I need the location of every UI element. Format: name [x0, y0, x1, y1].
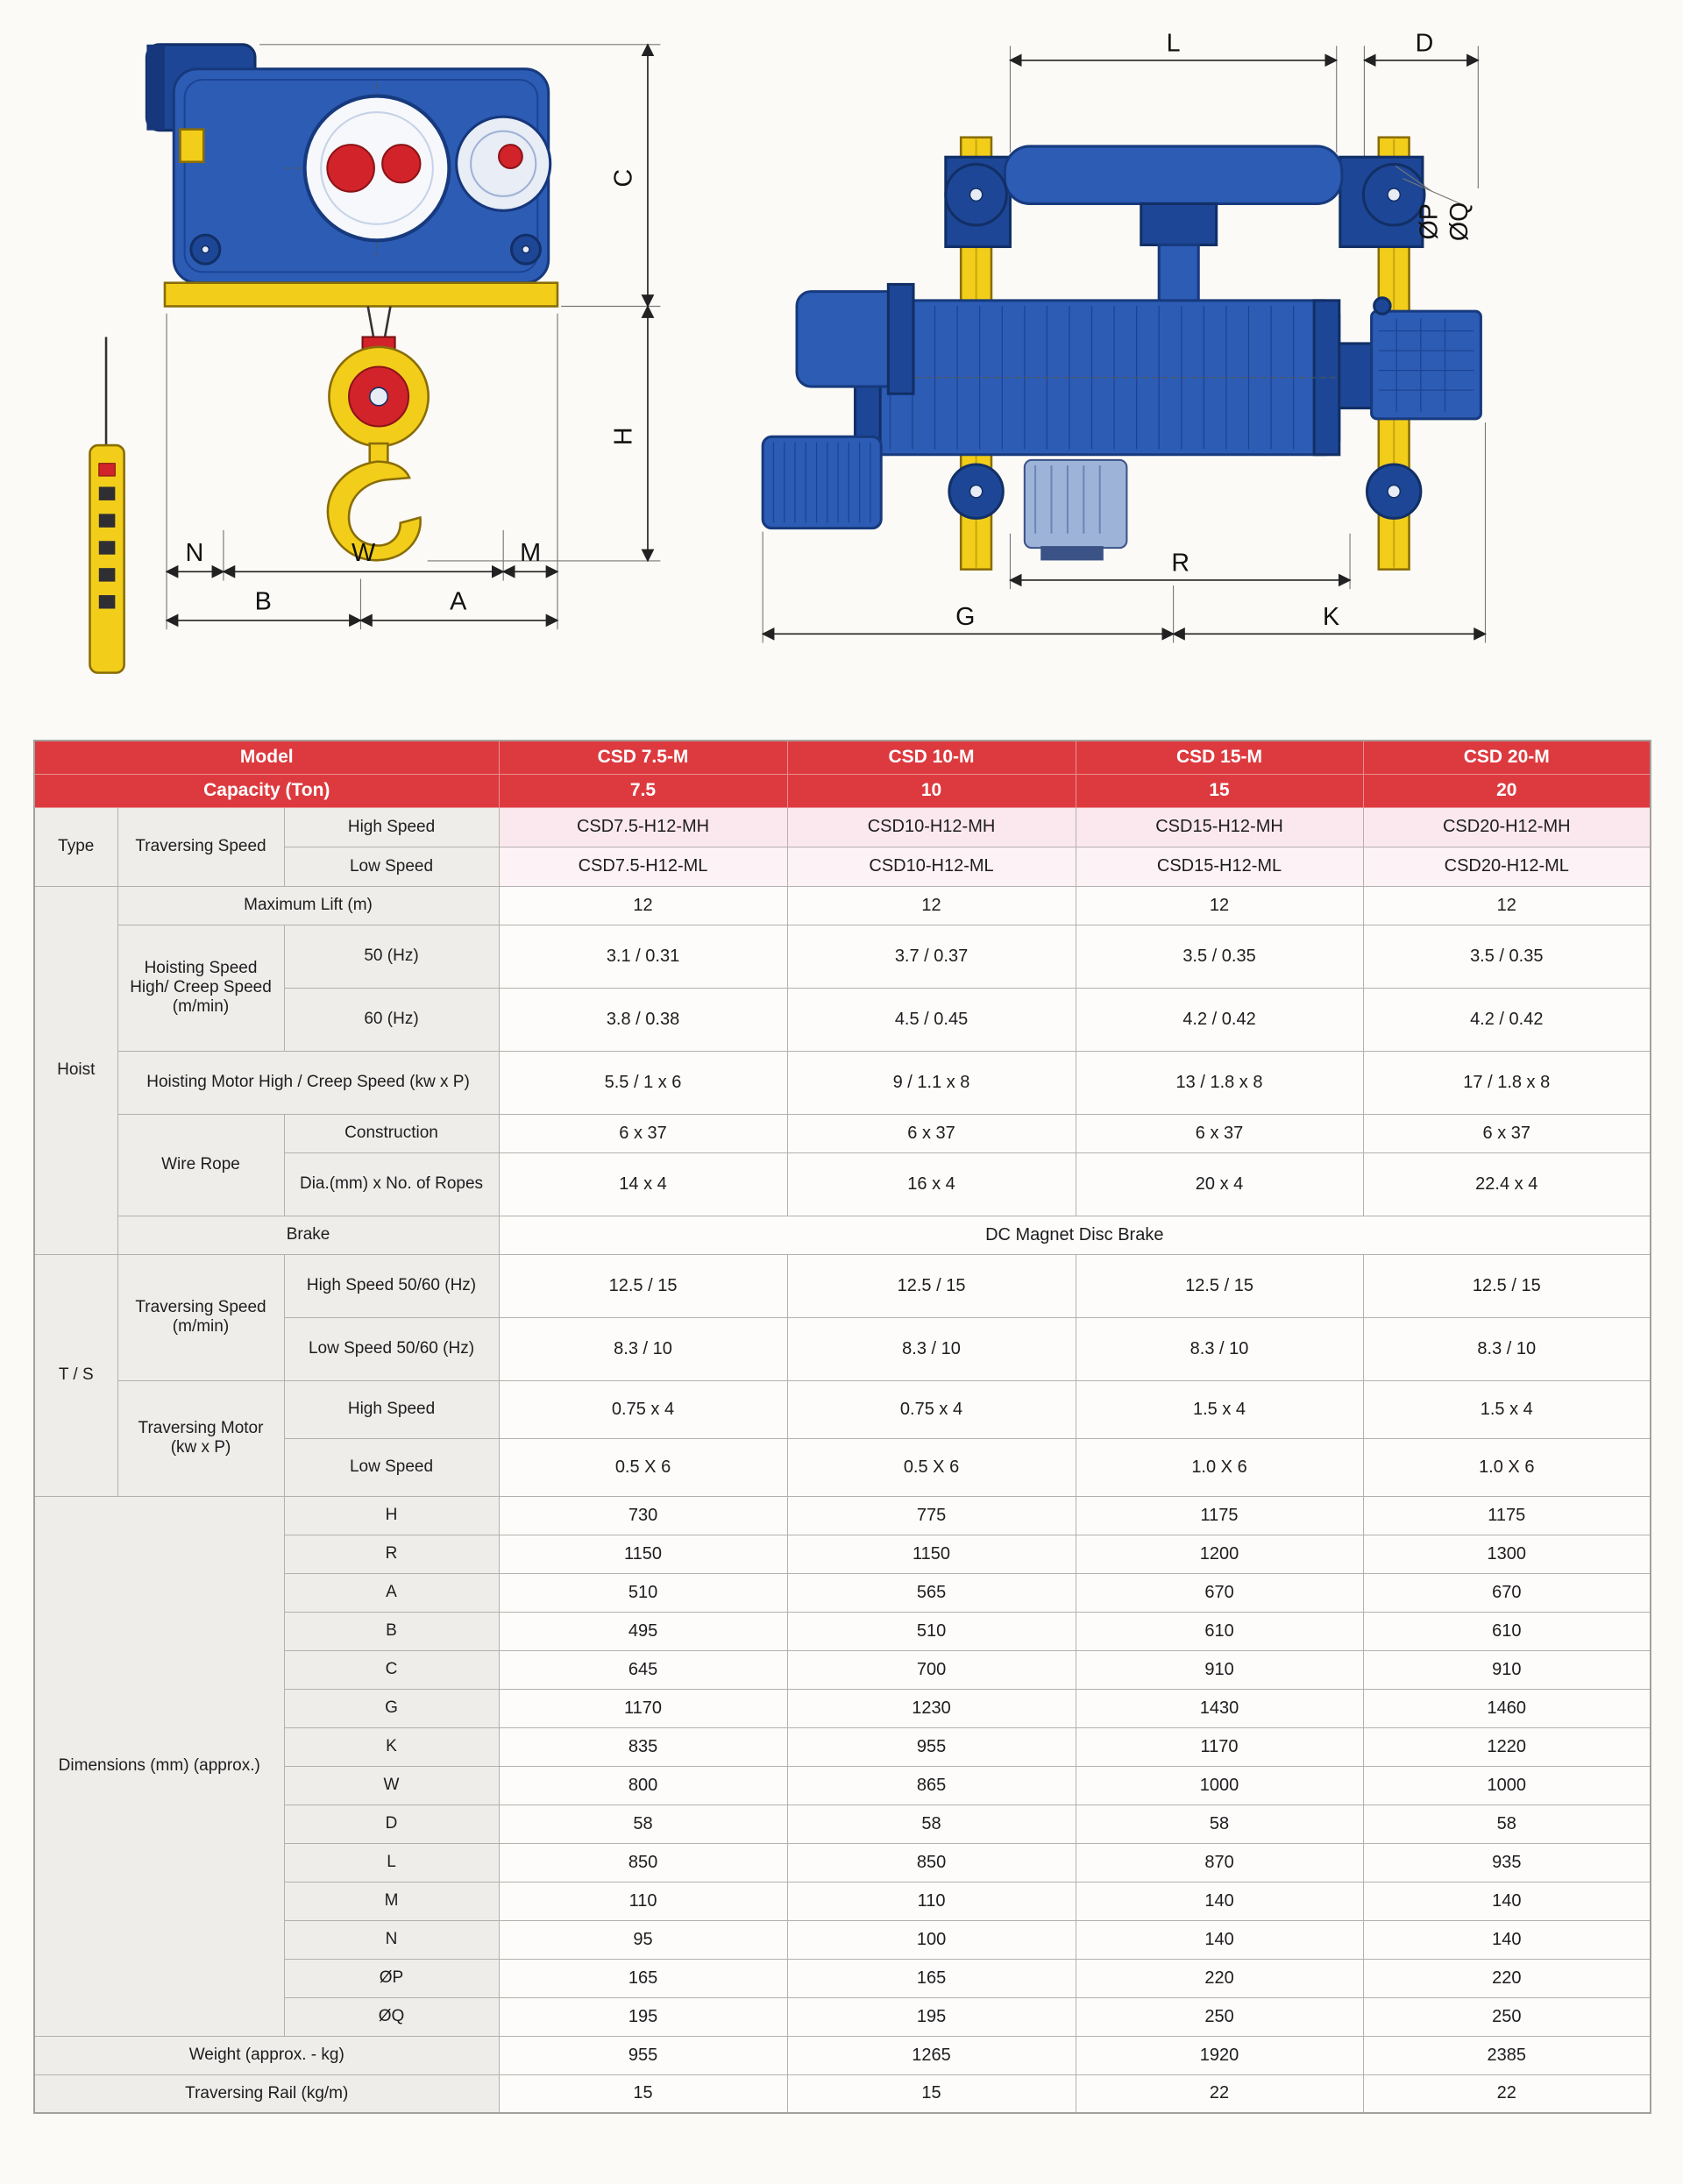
model-name: CSD 7.5-M [499, 741, 787, 774]
model-row [34, 741, 1651, 774]
spec-value: 220 [1076, 1959, 1363, 1997]
spec-value: 670 [1363, 1573, 1651, 1612]
spec-value: 110 [499, 1882, 787, 1920]
spec-value: 1175 [1076, 1496, 1363, 1535]
spec-value: 1300 [1363, 1535, 1651, 1573]
spec-value: 8.3 / 10 [1076, 1317, 1363, 1380]
model-header: Model [34, 741, 499, 774]
spec-value: CSD10-H12-MH [787, 807, 1076, 847]
cross-beam [1005, 146, 1342, 203]
spec-value: 510 [499, 1573, 787, 1612]
model-name: CSD 10-M [787, 741, 1076, 774]
dim-label-a: A [450, 587, 467, 616]
spec-value: 870 [1076, 1843, 1363, 1882]
hoisting-motor-label: Hoisting Motor High / Creep Speed (kw x P) [117, 1051, 499, 1114]
spec-value: 140 [1076, 1882, 1363, 1920]
spec-value: 0.75 x 4 [499, 1380, 787, 1438]
pendant-control [90, 337, 124, 673]
dim-label-r: R [1171, 549, 1190, 578]
construction-label: Construction [284, 1114, 499, 1152]
type-high-speed-row [34, 807, 1651, 847]
spec-value: CSD20-H12-MH [1363, 807, 1651, 847]
spec-value: 510 [787, 1612, 1076, 1650]
monorail-beam [165, 283, 557, 307]
spec-value: 1230 [787, 1689, 1076, 1727]
spec-value: 6 x 37 [499, 1114, 787, 1152]
spec-value: CSD7.5-H12-MH [499, 807, 787, 847]
dim-label-c: C [609, 168, 638, 188]
spec-value: CSD15-H12-MH [1076, 807, 1363, 847]
spec-value: 3.7 / 0.37 [787, 925, 1076, 988]
dimension-label: K [284, 1727, 499, 1766]
spec-value: 22 [1363, 2074, 1651, 2113]
dimension-label: B [284, 1612, 499, 1650]
hoisting-speed-50hz-row [34, 925, 1651, 988]
dimension-label: A [284, 1573, 499, 1612]
technical-drawings [33, 14, 1650, 717]
spec-value: 910 [1076, 1650, 1363, 1689]
ts-group-label: T / S [34, 1254, 117, 1496]
hoist-drum-assembly [763, 284, 1481, 560]
max-lift-row [34, 886, 1651, 925]
brake-row [34, 1216, 1651, 1254]
dim-label-m: M [520, 538, 542, 567]
spec-value: 165 [499, 1959, 787, 1997]
dim-label-w: W [351, 538, 376, 567]
ts-speed-high-row [34, 1254, 1651, 1317]
spec-value: 2385 [1363, 2036, 1651, 2074]
spec-value: 12 [499, 886, 787, 925]
wire-rope-label: Wire Rope [117, 1114, 284, 1216]
spec-value: 730 [499, 1496, 787, 1535]
dim-label-l: L [1166, 32, 1181, 58]
ts-motor-high-label: High Speed [284, 1380, 499, 1438]
weight-row [34, 2036, 1651, 2074]
spec-value: 1150 [787, 1535, 1076, 1573]
dimension-label: ØQ [284, 1997, 499, 2036]
suspension-neck [1159, 245, 1198, 301]
traversing-motor [1025, 460, 1127, 548]
spec-value: 250 [1363, 1997, 1651, 2036]
ts-motor-label: Traversing Motor (kw x P) [117, 1380, 284, 1496]
spec-value: 8.3 / 10 [787, 1317, 1076, 1380]
spec-value: 58 [1076, 1805, 1363, 1843]
hz50-label: 50 (Hz) [284, 925, 499, 988]
spec-value: 865 [787, 1766, 1076, 1805]
spec-value: 850 [499, 1843, 787, 1882]
rail-row [34, 2074, 1651, 2113]
hoist-front-view-drawing [79, 19, 675, 714]
spec-value: 935 [1363, 1843, 1651, 1882]
spec-value: 95 [499, 1920, 787, 1959]
spec-value: 12 [1363, 886, 1651, 925]
dimension-label: L [284, 1843, 499, 1882]
dimension-label: D [284, 1805, 499, 1843]
name-plate [180, 130, 203, 162]
hoist-body [146, 45, 557, 307]
spec-value: 1.0 X 6 [1076, 1438, 1363, 1496]
spec-value: 22.4 x 4 [1363, 1152, 1651, 1216]
spec-value: 12.5 / 15 [787, 1254, 1076, 1317]
spec-value: 1265 [787, 2036, 1076, 2074]
spec-value: 4.5 / 0.45 [787, 988, 1076, 1051]
dim-label-op: ØP [1415, 203, 1444, 240]
spec-value: 850 [787, 1843, 1076, 1882]
spec-value: 20 x 4 [1076, 1152, 1363, 1216]
spec-value: 1175 [1363, 1496, 1651, 1535]
dim-label-h: H [609, 427, 638, 446]
hook-shank [370, 443, 388, 464]
spec-value: 58 [787, 1805, 1076, 1843]
drive-shaft [1339, 344, 1374, 408]
spec-value: 12.5 / 15 [499, 1254, 787, 1317]
spec-value: 15 [787, 2074, 1076, 2113]
spec-value: 8.3 / 10 [1363, 1317, 1651, 1380]
ts-motor-high-row [34, 1380, 1651, 1438]
spec-value: 495 [499, 1612, 787, 1650]
spec-value: 110 [787, 1882, 1076, 1920]
hz60-label: 60 (Hz) [284, 988, 499, 1051]
spec-value: 1.0 X 6 [1363, 1438, 1651, 1496]
brake-value: DC Magnet Disc Brake [499, 1216, 1651, 1254]
spec-value: 0.75 x 4 [787, 1380, 1076, 1438]
max-lift-label: Maximum Lift (m) [117, 886, 499, 925]
capacity-header: Capacity (Ton) [34, 774, 499, 807]
spec-value: 1000 [1363, 1766, 1651, 1805]
model-name: CSD 15-M [1076, 741, 1363, 774]
spec-value: 3.5 / 0.35 [1076, 925, 1363, 988]
specification-table [33, 740, 1651, 2114]
spec-value: 670 [1076, 1573, 1363, 1612]
spec-value: 1170 [1076, 1727, 1363, 1766]
spec-value: 645 [499, 1650, 787, 1689]
capacity-value: 7.5 [499, 774, 787, 807]
spec-value: 58 [499, 1805, 787, 1843]
spec-value: CSD10-H12-ML [787, 847, 1076, 886]
spec-value: 1000 [1076, 1766, 1363, 1805]
spec-value: 610 [1363, 1612, 1651, 1650]
spec-value: 1920 [1076, 2036, 1363, 2074]
hoist-side-view-drawing [756, 32, 1545, 659]
gearbox [1372, 311, 1481, 419]
spec-value: 17 / 1.8 x 8 [1363, 1051, 1651, 1114]
spec-value: 565 [787, 1573, 1076, 1612]
high-speed-label: High Speed [284, 807, 499, 847]
dim-label-k: K [1323, 603, 1340, 632]
ts-speed-low-label: Low Speed 50/60 (Hz) [284, 1317, 499, 1380]
dimension-label: M [284, 1882, 499, 1920]
spec-value: 5.5 / 1 x 6 [499, 1051, 787, 1114]
dim-label-d: D [1415, 32, 1434, 58]
capacity-value: 10 [787, 774, 1076, 807]
spec-value: 13 / 1.8 x 8 [1076, 1051, 1363, 1114]
spec-value: 58 [1363, 1805, 1651, 1843]
hoisting-speed-label: Hoisting Speed High/ Creep Speed (m/min) [117, 925, 284, 1051]
rail-label: Traversing Rail (kg/m) [34, 2074, 499, 2113]
spec-value: 0.5 X 6 [499, 1438, 787, 1496]
dimension-label: G [284, 1689, 499, 1727]
spec-value: 12.5 / 15 [1076, 1254, 1363, 1317]
model-name: CSD 20-M [1363, 741, 1651, 774]
ts-speed-label: Traversing Speed (m/min) [117, 1254, 284, 1380]
spec-value: 6 x 37 [1076, 1114, 1363, 1152]
spec-value: 195 [787, 1997, 1076, 2036]
dimension-row [34, 1496, 1651, 1535]
spec-value: 100 [787, 1920, 1076, 1959]
spec-value: 1430 [1076, 1689, 1363, 1727]
spec-value: 1.5 x 4 [1363, 1380, 1651, 1438]
spec-value: 22 [1076, 2074, 1363, 2113]
spec-value: 140 [1363, 1882, 1651, 1920]
spec-value: 6 x 37 [1363, 1114, 1651, 1152]
hoist-motor [797, 292, 903, 386]
spec-value: 6 x 37 [787, 1114, 1076, 1152]
spec-value: 800 [499, 1766, 787, 1805]
capacity-value: 15 [1076, 774, 1363, 807]
spec-value: 220 [1363, 1959, 1651, 1997]
type-group-label: Type [34, 807, 117, 886]
spec-value: 910 [1363, 1650, 1651, 1689]
spec-value: 700 [787, 1650, 1076, 1689]
dimension-label: W [284, 1766, 499, 1805]
spec-value: 955 [499, 2036, 787, 2074]
dimension-label: R [284, 1535, 499, 1573]
spec-value: 195 [499, 1997, 787, 2036]
spec-value: 955 [787, 1727, 1076, 1766]
spec-value: 0.5 X 6 [787, 1438, 1076, 1496]
ts-speed-high-label: High Speed 50/60 (Hz) [284, 1254, 499, 1317]
dimension-label: H [284, 1496, 499, 1535]
dim-label-oq: ØQ [1445, 202, 1474, 242]
brake-label: Brake [117, 1216, 499, 1254]
spec-value: 1170 [499, 1689, 787, 1727]
low-speed-label: Low Speed [284, 847, 499, 886]
spec-value: 140 [1363, 1920, 1651, 1959]
spec-value: 165 [787, 1959, 1076, 1997]
spec-value: 9 / 1.1 x 8 [787, 1051, 1076, 1114]
dimensions-group-label: Dimensions (mm) (approx.) [34, 1496, 284, 2036]
traversing-speed-label: Traversing Speed [117, 807, 284, 886]
spec-value: 1460 [1363, 1689, 1651, 1727]
spec-value: 3.8 / 0.38 [499, 988, 787, 1051]
spec-value: 14 x 4 [499, 1152, 787, 1216]
spec-value: 12.5 / 15 [1363, 1254, 1651, 1317]
dimension-label: N [284, 1920, 499, 1959]
hanger-bracket [1141, 203, 1217, 245]
creep-motor [763, 436, 881, 528]
spec-value: 1150 [499, 1535, 787, 1573]
spec-value: CSD7.5-H12-ML [499, 847, 787, 886]
hook-block [328, 306, 429, 560]
spec-value: 835 [499, 1727, 787, 1766]
spec-value: 15 [499, 2074, 787, 2113]
dim-label-b: B [254, 587, 272, 616]
spec-value: 1220 [1363, 1727, 1651, 1766]
spec-value: CSD20-H12-ML [1363, 847, 1651, 886]
wire-rope-construction-row [34, 1114, 1651, 1152]
spec-value: 3.1 / 0.31 [499, 925, 787, 988]
weight-label: Weight (approx. - kg) [34, 2036, 499, 2074]
spec-value: 12 [787, 886, 1076, 925]
capacity-row [34, 774, 1651, 807]
spec-value: CSD15-H12-ML [1076, 847, 1363, 886]
ts-motor-low-label: Low Speed [284, 1438, 499, 1496]
dimension-label: C [284, 1650, 499, 1689]
spec-value: 3.5 / 0.35 [1363, 925, 1651, 988]
hoist-group-label: Hoist [34, 886, 117, 1254]
spec-value: 1.5 x 4 [1076, 1380, 1363, 1438]
hoisting-motor-row [34, 1051, 1651, 1114]
spec-value: 4.2 / 0.42 [1076, 988, 1363, 1051]
dim-label-g: G [955, 603, 976, 632]
spec-value: 610 [1076, 1612, 1363, 1650]
dia-label: Dia.(mm) x No. of Ropes [284, 1152, 499, 1216]
spec-value: 16 x 4 [787, 1152, 1076, 1216]
spec-value: 140 [1076, 1920, 1363, 1959]
dimension-label: ØP [284, 1959, 499, 1997]
dim-label-n: N [185, 538, 204, 567]
capacity-value: 20 [1363, 774, 1651, 807]
spec-value: 8.3 / 10 [499, 1317, 787, 1380]
spec-value: 1200 [1076, 1535, 1363, 1573]
spec-value: 4.2 / 0.42 [1363, 988, 1651, 1051]
spec-value: 250 [1076, 1997, 1363, 2036]
spec-value: 12 [1076, 886, 1363, 925]
spec-value: 775 [787, 1496, 1076, 1535]
